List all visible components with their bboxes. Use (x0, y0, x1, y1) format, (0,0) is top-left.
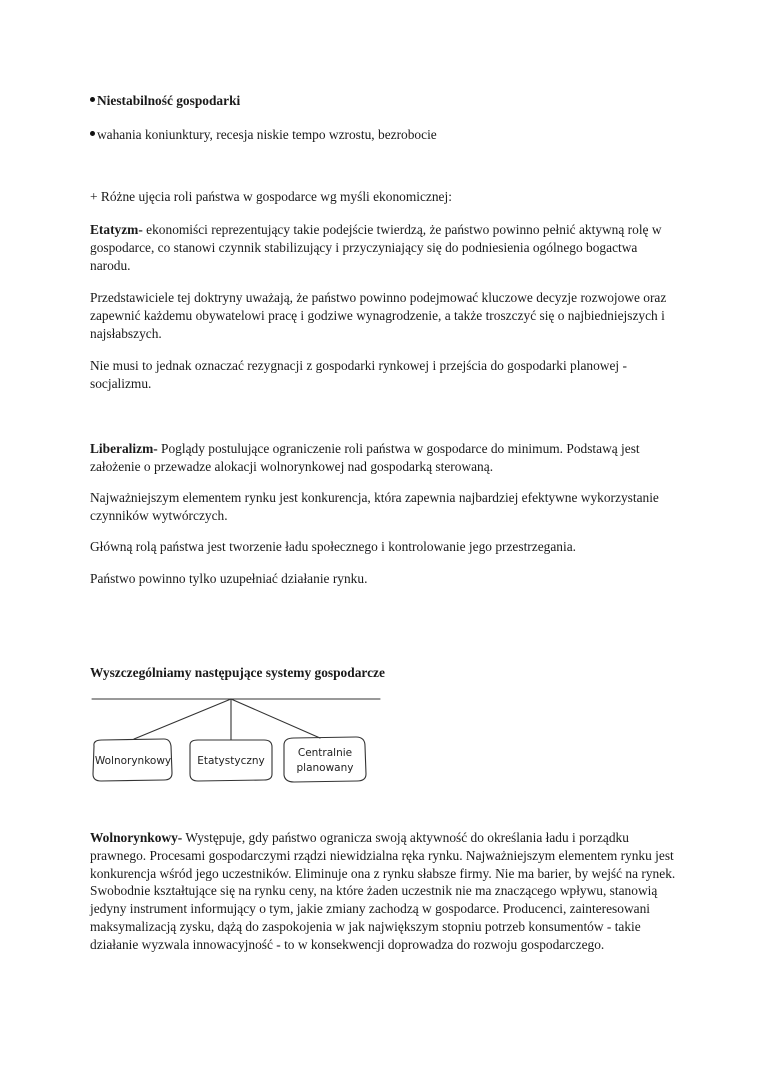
diagram-connector-left (134, 699, 231, 739)
liberalizm-definition: Poglądy postulujące ograniczenie roli państwa w gospodarce do minimum. Podstawą jest założenie o przewadze alokacji wolnorynkowej nad gospodarką sterowaną. (90, 441, 640, 474)
etatyzm-paragraph-2: Przedstawiciele tej doktryny uważają, że państwo powinno podejmować kluczowe decyzje rozwojowe oraz zapewnić każdemu obywatelowi pracę i godziwe wynagrodzenie, a także troszczyć się o najbiedniejszych i najsłabszych. (90, 290, 667, 341)
liberalizm-term: Liberalizm- (90, 441, 158, 456)
diagram-label-planowany: planowany (296, 762, 354, 774)
wolnorynkowy-paragraph (90, 829, 680, 954)
economic-systems-diagram (88, 688, 388, 788)
bullet-icon (90, 97, 95, 102)
liberalizm-paragraph (90, 440, 680, 476)
bullet-text: wahania koniunktury, recesja niskie tempo wzrostu, bezrobocie (97, 127, 437, 142)
bullet-icon (90, 131, 95, 136)
diagram-box-centralnie-planowany (284, 737, 366, 782)
etatyzm-term: Etatyzm- (90, 222, 143, 237)
liberalizm-paragraph-3: Główną rolą państwa jest tworzenie ładu społecznego i kontrolowanie jego przestrzegania. (90, 539, 576, 554)
diagram-label-wolnorynkowy: Wolnorynkowy (94, 755, 172, 767)
etatyzm-paragraph-3: Nie musi to jednak oznaczać rezygnacji z gospodarki rynkowej i przejścia do gospodarki planowej - socjalizmu. (90, 358, 627, 391)
liberalizm-paragraph-2: Najważniejszym elementem rynku jest konkurencja, która zapewnia najbardziej efektywne wykorzystanie czynników wytwórczych. (90, 490, 659, 523)
wolnorynkowy-term: Wolnorynkowy- (90, 830, 183, 845)
wolnorynkowy-definition: Występuje, gdy państwo ogranicza swoją aktywność do określania ładu i porządku prawnego. Procesami gospodarczymi rządzi niewidzialna ręka rynku. Najważniejszym elementem rynku jest konkurencja wśród jego uczestników. Eliminuje ona z rynku słabsze firmy. Nie ma barier, by wejść na rynek. Swobodnie kształtujące się na rynku ceny, na które żaden uczestnik nie ma znaczącego wpływu, stanowią jedyny instrument informujący o tym, jakie zmiany zachodzą w gospodarce. Producenci, zainteresowani maksymalizacją zysku, dążą do zaspokojenia w jak największym stopniu potrzeb konsumentów - takie działanie wyzwala innowacyjność - to w konsekwencji doprowadza do rozwoju gospodarczego. (90, 830, 676, 952)
liberalizm-paragraph-4: Państwo powinno tylko uzupełniać działanie rynku. (90, 571, 368, 586)
bullet-text: Niestabilność gospodarki (97, 93, 241, 108)
systems-heading: Wyszczególniamy następujące systemy gospodarcze (90, 665, 385, 680)
etatyzm-paragraph (90, 221, 680, 275)
diagram-label-etatystyczny: Etatystyczny (197, 755, 265, 767)
etatyzm-definition: ekonomiści reprezentujący takie podejście twierdzą, że państwo powinno pełnić aktywną rolę w gospodarce, co stanowi czynnik stabilizujący i przyczyniający się do podniesienia ogólnego bogactwa narodu. (90, 222, 662, 273)
diagram-label-centralnie: Centralnie (297, 747, 353, 759)
roles-heading: + Różne ujęcia roli państwa w gospodarce wg myśli ekonomicznej: (90, 189, 452, 204)
bullet-item-2 (90, 126, 437, 144)
bullet-item-1 (90, 92, 240, 110)
diagram-connector-right (231, 699, 320, 738)
